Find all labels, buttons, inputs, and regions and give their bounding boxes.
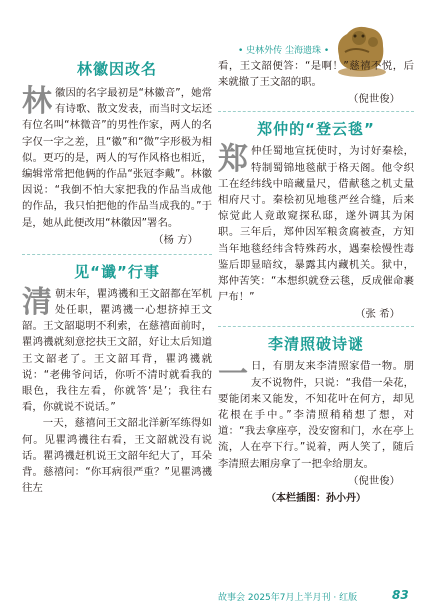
drop-cap: 林 (22, 84, 52, 119)
article-author: （倪世俊） (348, 474, 400, 487)
drop-cap: 清 (22, 284, 52, 320)
magazine-footer: 故事会 2025年7月上半月刊 · 红版 (218, 593, 358, 603)
article-continuation (218, 58, 414, 105)
left-column (22, 50, 212, 496)
article-li-qingzhao (218, 333, 414, 503)
article-author: （杨 方） (153, 233, 198, 246)
article-zheng-zhong (218, 118, 414, 320)
article-title: 郑仲的“登云毯” (257, 120, 375, 139)
article-title: 林徽因改名 (76, 60, 157, 78)
paragraph: 朝末年，瞿鸿禨和王文韶都在军机处任职，瞿鸿禨一心想挤掉王文韶。王文韶聪明不利索，在慈禧面前时，瞿鸿禨就刻意挖扶王文韶，好让太后知道王文韶老了。王文韶耳背，瞿鸿禨就说：“老佛爷问话，你听不清时就看我的眼色，我往左看，你就答‘是’；我往右看，你就说不说话。” (22, 287, 212, 414)
paragraph: 徽因的名字最初是“林徽音”，她常有诗歌、散文发表，而当时文坛还有位名叫“林微音”的男性作家，两人的名字仅一字之差，且“徽”和“微”字形极为相似。更巧的是，两人的写作风格也相近，编辑常常把他俩的作品“张冠李戴”。林徽因说：“我倒不怕大家把我的作品当成他的作品，我只怕把他的作品当成我的。”于是，她从此便改用“林徽因”署名。 (22, 87, 212, 229)
divider (22, 254, 212, 255)
article-jian-chen-xing-shi (22, 261, 212, 497)
drop-cap: 郑 (218, 142, 248, 178)
article-title: 李清照破诗谜 (267, 335, 364, 354)
article-body (22, 85, 212, 231)
page-number: 83 (392, 588, 409, 602)
article-lin-huiyin (22, 58, 212, 246)
divider (218, 326, 414, 327)
article-body (218, 58, 414, 90)
paragraph: 看，王文韶便答：“是啊！”慈禧不悦，后来就撤了王文韶的职。 (218, 60, 414, 89)
article-body (22, 286, 212, 497)
article-author: （张 希） (355, 308, 400, 321)
column-series-label: • 史林外传 尘海遗珠 • (238, 46, 330, 56)
paragraph: 一天，慈禧问王文韶北洋新军练得如何。见瞿鸿禨往右看，王文韶就没有说话。瞿鸿禨赶机说王文韶年纪大了，耳朵背。慈禧问：“你耳病很严重？”见瞿鸿禨往左 (22, 417, 212, 495)
article-author: （倪世俊） (348, 93, 400, 106)
article-title: 见“谶”行事 (74, 262, 160, 281)
right-column (218, 58, 414, 504)
drop-cap: 一 (218, 357, 248, 393)
illustrator-credit: （本栏插图：孙小丹） (266, 492, 366, 504)
article-body (218, 143, 414, 305)
divider (218, 111, 414, 112)
paragraph: 日，有朋友来李清照家借一物。朋友不说物件，只说：“我借一朵花，要能闭来又能发，不知花叶在何方，却见花根在手中。”李清照稍稍想了想，对道：“我去拿座亭，没安窗和门，水在亭上流，人在亭下行。”说着，两人笑了，随后李清照去厢房拿了一把伞给朋友。 (218, 360, 414, 470)
paragraph: 仲任蜀地宣抚使时，为讨好秦桧，特制蜀锦地毯献于格天阁。他令织工在经纬线中暗藏量尺，借献毯之机丈量相府尺寸。秦桧初见地毯严丝合缝，后来惊觉此人竟敢窥探私邸，遂外调其为闲职。三年后，郑仲因军粮贪腐被查，方知当年地毯经纬含特殊药水，遇秦桧慢性毒鉴后即显暗纹，暴露其内藏机关。狱中，郑仲苦笑：“本想织就登云毯，反成催命裹尸布！” (218, 145, 414, 304)
article-body (218, 358, 414, 471)
